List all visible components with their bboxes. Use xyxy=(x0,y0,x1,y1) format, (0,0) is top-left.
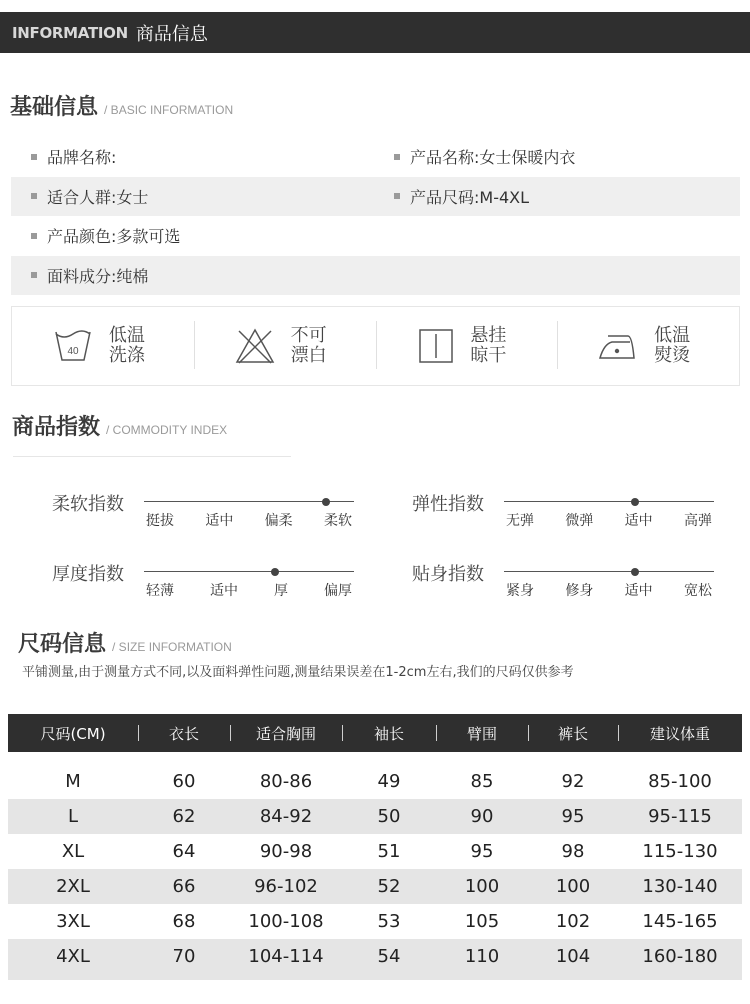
table-cell: 84-92 xyxy=(230,799,342,834)
table-cell: 115-130 xyxy=(642,841,718,862)
table-cell: 92 xyxy=(561,771,585,792)
table-cell: 110 xyxy=(436,939,528,974)
bullet-square-icon xyxy=(31,233,37,239)
table-header: 裤长 xyxy=(528,714,618,752)
table-cell: 95 xyxy=(470,841,494,862)
index-marker xyxy=(322,498,330,506)
info-item-audience: 适合人群:女士 xyxy=(31,185,148,208)
wash-40-icon xyxy=(53,328,93,364)
table-cell: L xyxy=(8,799,138,834)
table-cell: 105 xyxy=(464,911,500,932)
info-item-color: 产品颜色:多款可选 xyxy=(31,224,180,247)
care-item-bleach: 不可 漂白 xyxy=(194,307,376,385)
care-item-wash: 40 低温 洗涤 xyxy=(12,307,194,385)
size-table xyxy=(8,714,742,974)
table-header-row xyxy=(8,714,742,752)
commodity-index-heading xyxy=(12,410,227,441)
index-elasticity: 弹性指数 无弹 微弹 适中 高弹 xyxy=(412,490,732,530)
table-cell: 50 xyxy=(342,799,436,834)
info-row xyxy=(11,137,740,177)
index-track xyxy=(504,501,714,502)
table-header: 建议体重 xyxy=(618,714,742,752)
table-cell: 49 xyxy=(377,771,401,792)
table-cell: 64 xyxy=(172,841,196,862)
index-track xyxy=(144,571,354,572)
table-cell: M xyxy=(65,771,81,792)
table-cell: 54 xyxy=(342,939,436,974)
table-row xyxy=(8,834,742,869)
table-cell: 104 xyxy=(528,939,618,974)
basic-info-list xyxy=(11,137,740,295)
info-item-product-name: 产品名称:女士保暖内衣 xyxy=(394,145,575,168)
table-cell: 2XL xyxy=(8,869,138,904)
index-softness: 柔软指数 挺拔 适中 偏柔 柔软 xyxy=(52,490,372,530)
table-cell: 85 xyxy=(470,771,494,792)
table-cell: 100-108 xyxy=(248,911,324,932)
table-cell: 52 xyxy=(342,869,436,904)
table-cell: 3XL xyxy=(56,911,90,932)
table-cell: 4XL xyxy=(8,939,138,974)
index-track xyxy=(504,571,714,572)
bullet-square-icon xyxy=(31,272,37,278)
index-fit: 贴身指数 紧身 修身 适中 宽松 xyxy=(412,560,732,600)
table-row xyxy=(8,764,742,799)
basic-info-title: 基础信息 xyxy=(10,95,99,120)
header-title-cn: 商品信息 xyxy=(135,23,208,45)
size-info-heading xyxy=(18,627,232,658)
table-cell: 70 xyxy=(138,939,230,974)
no-bleach-icon xyxy=(235,327,275,365)
bullet-square-icon xyxy=(394,193,400,199)
basic-info-subtitle: / BASIC INFORMATION xyxy=(104,103,234,117)
header-title-en: INFORMATION xyxy=(12,23,128,42)
table-cell: 60 xyxy=(172,771,196,792)
bullet-square-icon xyxy=(31,154,37,160)
size-info-subtitle: / SIZE INFORMATION xyxy=(112,640,232,654)
index-thickness: 厚度指数 轻薄 适中 厚 偏厚 xyxy=(52,564,352,599)
table-cell: 62 xyxy=(138,799,230,834)
table-cell: 96-102 xyxy=(230,869,342,904)
table-cell: 95-115 xyxy=(618,799,742,834)
table-row xyxy=(8,939,742,974)
commodity-index-title: 商品指数 xyxy=(12,415,101,440)
info-item-size-range: 产品尺码:M-4XL xyxy=(394,185,529,208)
low-iron-icon xyxy=(598,330,638,362)
table-row xyxy=(8,869,742,904)
care-item-dry: 悬挂 晾干 xyxy=(376,307,558,385)
table-cell: 160-180 xyxy=(618,939,742,974)
table-header: 适合胸围 xyxy=(230,714,342,752)
table-cell: 66 xyxy=(138,869,230,904)
info-row xyxy=(11,216,740,256)
table-cell: XL xyxy=(61,841,85,862)
table-header: 臂围 xyxy=(436,714,528,752)
bullet-square-icon xyxy=(31,193,37,199)
table-cell: 90 xyxy=(436,799,528,834)
table-cell: 85-100 xyxy=(648,771,712,792)
info-row xyxy=(11,256,740,296)
care-instructions xyxy=(11,306,740,386)
table-cell: 100 xyxy=(436,869,528,904)
size-info-title: 尺码信息 xyxy=(18,632,107,657)
index-marker xyxy=(631,498,639,506)
table-cell: 80-86 xyxy=(259,771,313,792)
table-cell: 68 xyxy=(172,911,196,932)
index-track xyxy=(144,501,354,502)
info-item-brand: 品牌名称: xyxy=(31,145,116,168)
divider xyxy=(13,456,291,457)
care-item-iron: 低温 熨烫 xyxy=(557,307,739,385)
hang-dry-icon xyxy=(418,328,454,364)
info-row xyxy=(11,177,740,217)
index-marker xyxy=(271,568,279,576)
table-cell: 130-140 xyxy=(618,869,742,904)
table-header: 袖长 xyxy=(342,714,436,752)
table-row xyxy=(8,799,742,834)
svg-text:40: 40 xyxy=(67,346,79,357)
table-cell: 98 xyxy=(561,841,585,862)
table-bottom-band xyxy=(8,972,742,980)
table-header: 尺码(CM) xyxy=(8,714,138,752)
table-cell: 51 xyxy=(377,841,401,862)
table-cell: 102 xyxy=(555,911,591,932)
index-marker xyxy=(631,568,639,576)
table-cell: 145-165 xyxy=(642,911,718,932)
basic-info-heading xyxy=(10,90,233,121)
info-item-fabric: 面料成分:纯棉 xyxy=(31,264,148,287)
commodity-index-subtitle: / COMMODITY INDEX xyxy=(106,423,228,437)
table-cell: 90-98 xyxy=(259,841,313,862)
table-cell: 100 xyxy=(528,869,618,904)
size-note: 平铺测量,由于测量方式不同,以及面料弹性问题,测量结果误差在1-2cm左右,我们的尺码仅供参考 xyxy=(22,665,574,680)
table-header: 衣长 xyxy=(138,714,230,752)
table-row xyxy=(8,904,742,939)
table-cell: 104-114 xyxy=(230,939,342,974)
bullet-square-icon xyxy=(394,154,400,160)
table-cell: 53 xyxy=(377,911,401,932)
table-cell: 95 xyxy=(528,799,618,834)
header-bar xyxy=(0,12,750,53)
